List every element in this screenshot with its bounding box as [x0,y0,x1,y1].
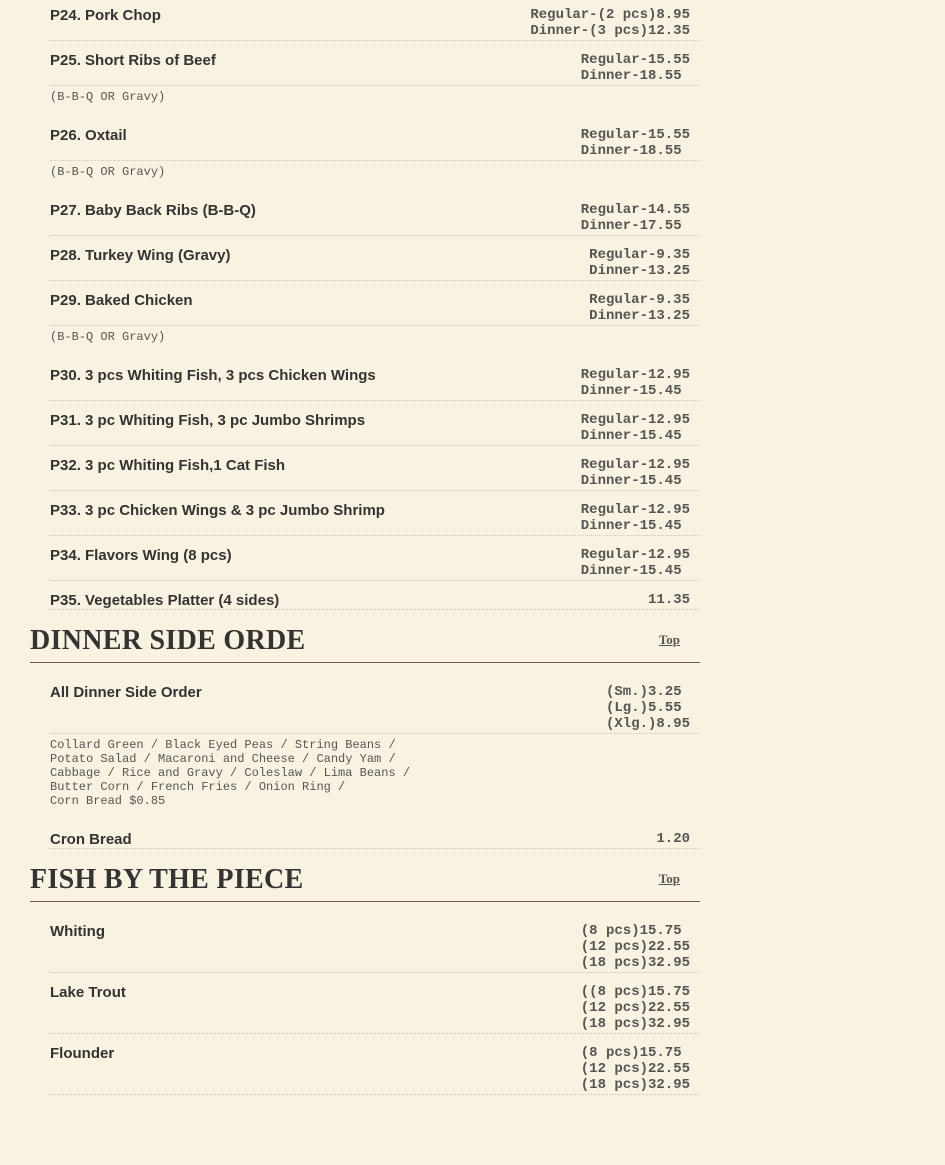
menu-item-name: P27. Baby Back Ribs (B-B-Q) [50,202,256,219]
menu-item-row [50,973,700,1034]
section-title: DINNER SIDE ORDE [30,625,306,656]
menu-item-row [50,536,700,581]
menu-item-row [50,912,700,973]
menu-item-price: Regular-9.35 [589,247,690,263]
menu-item-note [50,161,550,191]
menu-item-name: P34. Flavors Wing (8 pcs) [50,547,232,564]
menu-item-price: (12 pcs)22.55 [580,1000,690,1016]
menu-item-price: Dinner-13.25 [589,263,690,279]
menu-item-prices [589,281,690,325]
menu-item-price: ((8 pcs)15.75 [580,984,690,1000]
menu-item-price: Dinner-17.55 [580,218,690,234]
menu-item-name: P33. 3 pc Chicken Wings & 3 pc Jumbo Shrimp [50,502,385,519]
fish-items-group [0,912,945,1095]
menu-item-row [50,281,700,326]
menu-item-note-line: Butter Corn / French Fries / Onion Ring / [50,780,346,794]
menu-item-note [50,734,550,820]
menu-item-price: Regular-9.35 [589,292,690,308]
menu-item-price: (18 pcs)32.95 [580,1077,690,1093]
menu-item-price: (12 pcs)22.55 [580,1061,690,1077]
side-order-items-group [0,673,945,849]
menu-item-price: 11.35 [647,592,690,608]
menu-item-name: P32. 3 pc Whiting Fish,1 Cat Fish [50,457,286,474]
menu-item-note-line: (B-B-Q OR Gravy) [50,330,166,344]
menu-item-prices [648,581,690,609]
menu-item-price: Regular-15.55 [580,127,690,143]
menu-item-prices [530,0,690,40]
menu-item-name: P30. 3 pcs Whiting Fish, 3 pcs Chicken Wings [50,367,376,384]
menu-item-prices [581,912,690,972]
menu-item-name: Whiting [50,923,105,940]
menu-item-price: (12 pcs)22.55 [580,939,690,955]
menu-item-row [50,236,700,281]
menu-item-prices [581,1034,690,1094]
section-header-fish-by-the-piece [30,854,700,902]
menu-item-prices [581,356,690,400]
section-header-dinner-side-order [30,615,700,663]
menu-item-row [50,491,700,536]
menu-item-prices [589,236,690,280]
menu-item-name: All Dinner Side Order [50,684,202,701]
menu-item-price: (Xlg.)8.95 [605,716,690,732]
menu-item-note-line: Collard Green / Black Eyed Peas / String Beans / [50,738,396,752]
menu-item-row [50,581,700,610]
menu-item-prices [581,446,690,490]
menu-item-price: (8 pcs)15.75 [580,923,690,939]
menu-item-row [50,41,700,86]
menu-item-price: Regular-12.95 [580,412,690,428]
menu-item-prices [581,41,690,85]
menu-item-prices [606,673,690,733]
menu-item-row [50,191,700,236]
menu-item-note-line: Corn Bread $0.85 [50,794,166,808]
menu-item-prices [656,820,690,848]
menu-item-row [50,401,700,446]
menu-item-price: Dinner-18.55 [580,68,690,84]
menu-item-price: (Sm.)3.25 [605,684,690,700]
menu-item-price: (18 pcs)32.95 [580,955,690,971]
menu-item-price: (8 pcs)15.75 [580,1045,690,1061]
menu-item-name: Cron Bread [50,831,132,848]
menu-item-name: P24. Pork Chop [50,7,161,24]
menu-item-price: Regular-14.55 [580,202,690,218]
menu-item-row [50,356,700,401]
back-to-top-link[interactable]: Top [658,871,680,886]
back-to-top-link[interactable]: Top [658,632,680,647]
menu-item-price: Dinner-15.45 [580,428,690,444]
menu-item-name: P25. Short Ribs of Beef [50,52,216,69]
menu-item-row [50,446,700,491]
menu-item-price: Regular-12.95 [580,367,690,383]
menu-item-price: Regular-12.95 [580,502,690,518]
menu-item-prices [581,116,690,160]
menu-item-price: Regular-15.55 [580,52,690,68]
menu-item-price: Regular-12.95 [580,457,690,473]
menu-item-price: Regular-(2 pcs)8.95 [530,7,690,23]
menu-item-note-line: Cabbage / Rice and Gravy / Coleslaw / Lima Beans / [50,766,411,780]
menu-item-price: Dinner-15.45 [580,473,690,489]
menu-item-note-line: (B-B-Q OR Gravy) [50,90,166,104]
menu-item-prices [581,973,690,1033]
menu-item-name: P31. 3 pc Whiting Fish, 3 pc Jumbo Shrimps [50,412,366,429]
menu-item-note [50,86,550,116]
menu-item-name: Lake Trout [50,984,126,1001]
menu-item-name: P28. Turkey Wing (Gravy) [50,247,231,264]
menu-item-name: P29. Baked Chicken [50,292,193,309]
menu-item-name: P35. Vegetables Platter (4 sides) [50,592,280,609]
section-title: FISH BY THE PIECE [30,864,304,895]
menu-item-price: Dinner-(3 pcs)12.35 [530,23,690,39]
menu-item-row [50,116,700,161]
menu-item-price: Dinner-15.45 [580,383,690,399]
menu-item-price: Regular-12.95 [580,547,690,563]
menu-item-prices [581,536,690,580]
menu-item-prices [581,401,690,445]
menu-item-row [50,820,700,849]
menu-item-row [50,673,700,734]
menu-item-price: Dinner-13.25 [589,308,690,324]
menu-item-price: (18 pcs)32.95 [580,1016,690,1032]
menu-item-name: P26. Oxtail [50,127,127,144]
menu-item-name: Flounder [50,1045,115,1062]
menu-item-price: Dinner-15.45 [580,563,690,579]
menu-item-note-line: (B-B-Q OR Gravy) [50,165,166,179]
menu-item-price: Dinner-18.55 [580,143,690,159]
menu-item-price: Dinner-15.45 [580,518,690,534]
menu-item-price: (Lg.)5.55 [605,700,690,716]
menu-item-row [50,1034,700,1095]
menu-item-prices [581,191,690,235]
menu-item-row [50,0,700,41]
menu-item-prices [581,491,690,535]
menu-item-note-line: Potato Salad / Macaroni and Cheese / Candy Yam / [50,752,396,766]
menu-item-note [50,326,550,356]
menu-item-price: 1.20 [656,831,690,847]
